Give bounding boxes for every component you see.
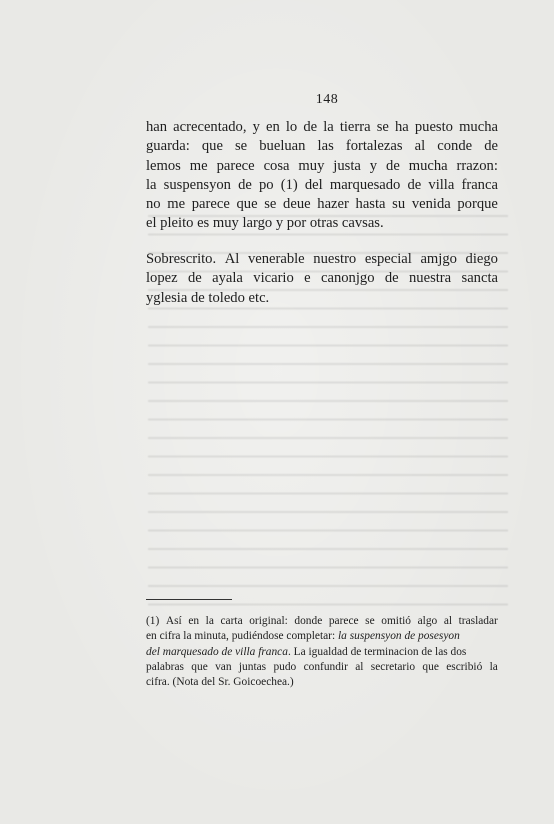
word: y — [252, 119, 260, 135]
word: hazer — [317, 196, 349, 213]
word: al — [443, 615, 453, 627]
word: algo — [417, 615, 438, 627]
word: se — [235, 138, 248, 155]
word: villa — [428, 176, 455, 193]
footnote-line — [146, 614, 498, 629]
page-number: 148 — [315, 92, 339, 107]
word: deue — [283, 196, 311, 213]
footnote — [146, 614, 498, 690]
word: lo — [285, 119, 298, 135]
word: no — [146, 196, 161, 213]
word: po — [259, 176, 274, 193]
body-line — [146, 195, 498, 214]
word: me — [189, 157, 208, 174]
word: que — [422, 660, 439, 673]
word: pudo — [273, 660, 297, 673]
word: que — [236, 196, 258, 213]
word: juntas — [238, 660, 267, 673]
word: justa — [333, 157, 361, 174]
superscription-line — [146, 269, 498, 288]
word: de — [386, 157, 400, 174]
word: al — [414, 138, 426, 155]
word: especial — [364, 251, 412, 267]
word: canonjgo — [321, 270, 375, 287]
word: las — [317, 138, 334, 155]
word: de — [187, 270, 202, 287]
word: tierra — [339, 119, 371, 135]
word: me — [167, 196, 186, 213]
word: de — [384, 270, 399, 287]
footnote-text: en cifra la minuta, pudiéndose completar: — [146, 630, 338, 643]
word: suspensyon — [163, 176, 231, 193]
word: lemos — [146, 157, 181, 174]
word: omitió — [381, 615, 411, 627]
word: porque — [457, 196, 498, 213]
word: fortalezas — [345, 138, 403, 155]
word: de — [303, 119, 318, 135]
word: de — [238, 176, 252, 193]
word: conde — [437, 138, 473, 155]
word: confundir — [303, 660, 348, 673]
word: hasta — [355, 196, 386, 213]
word: guarda: — [146, 138, 190, 155]
word: diego — [465, 251, 498, 267]
word: carta — [220, 615, 243, 627]
word: ayala — [212, 270, 243, 287]
word: e — [304, 270, 311, 287]
body-line — [146, 118, 498, 137]
word: franca — [461, 176, 498, 193]
footnote-italic-text: la suspensyon de posesyon — [338, 630, 460, 643]
word: bueluan — [259, 138, 306, 155]
body-line — [146, 176, 498, 195]
word: de — [407, 176, 422, 193]
word: la — [489, 660, 498, 673]
word: amjgo — [420, 251, 457, 267]
word: mucha — [408, 157, 448, 174]
word: acrecentado, — [173, 119, 247, 135]
word: se — [365, 615, 375, 627]
word: la — [146, 176, 157, 193]
superscription-paragraph — [146, 250, 498, 308]
word: en — [188, 615, 200, 627]
word: rrazon: — [456, 157, 498, 174]
word: palabras — [146, 660, 184, 673]
word: lopez — [146, 270, 178, 287]
word: la — [205, 615, 214, 627]
word: vicario — [253, 270, 294, 287]
word: la — [323, 119, 334, 135]
word: parece — [328, 615, 359, 627]
word: se — [264, 196, 277, 213]
word: cosa — [263, 157, 290, 174]
word: nuestra — [409, 270, 452, 287]
body-paragraph — [146, 118, 498, 234]
word: del — [304, 176, 323, 193]
word: Sobrescrito. — [146, 251, 217, 267]
footnote-italic-text: del marquesado de villa franca — [146, 645, 288, 658]
word: Al — [224, 251, 240, 267]
body-line — [146, 157, 498, 176]
word: se — [376, 119, 389, 135]
word: donde — [294, 615, 323, 627]
word: mucha — [459, 119, 498, 135]
body-line: el pleito es muy largo y por otras cavsas. — [146, 215, 384, 232]
word: secretario — [370, 660, 416, 673]
word: parece — [191, 196, 230, 213]
word: Así — [165, 615, 182, 627]
superscription-line: yglesia de toledo etc. — [146, 289, 270, 306]
footnote-line — [146, 660, 498, 675]
word: parece — [216, 157, 255, 174]
word: sancta — [461, 270, 498, 287]
footnote-text: . La igualdad de terminacion de las dos — [287, 645, 467, 658]
footnote-line — [146, 645, 498, 660]
word: nuestro — [313, 251, 357, 267]
footnote-line — [146, 629, 498, 644]
word: ha — [394, 119, 409, 135]
word: original: — [249, 615, 288, 627]
footnote-line: cifra. (Nota del Sr. Goicoechea.) — [146, 676, 294, 689]
body-line — [146, 137, 498, 156]
word: al — [355, 660, 364, 673]
word: que — [201, 138, 223, 155]
word: en — [265, 119, 280, 135]
word: (1) — [280, 176, 298, 193]
superscription-line — [146, 250, 498, 269]
word: marquesado — [329, 176, 401, 193]
word: venerable — [247, 251, 305, 267]
word: (1) — [146, 615, 160, 627]
word: puesto — [414, 119, 453, 135]
word: de — [484, 138, 498, 155]
word: venida — [411, 196, 451, 213]
word: que — [191, 660, 208, 673]
word: van — [215, 660, 232, 673]
word: han — [146, 119, 168, 135]
word: y — [369, 157, 378, 174]
word: su — [392, 196, 406, 213]
word: escribió — [446, 660, 483, 673]
footnote-separator — [146, 599, 232, 600]
word: muy — [298, 157, 325, 174]
word: trasladar — [458, 615, 498, 627]
